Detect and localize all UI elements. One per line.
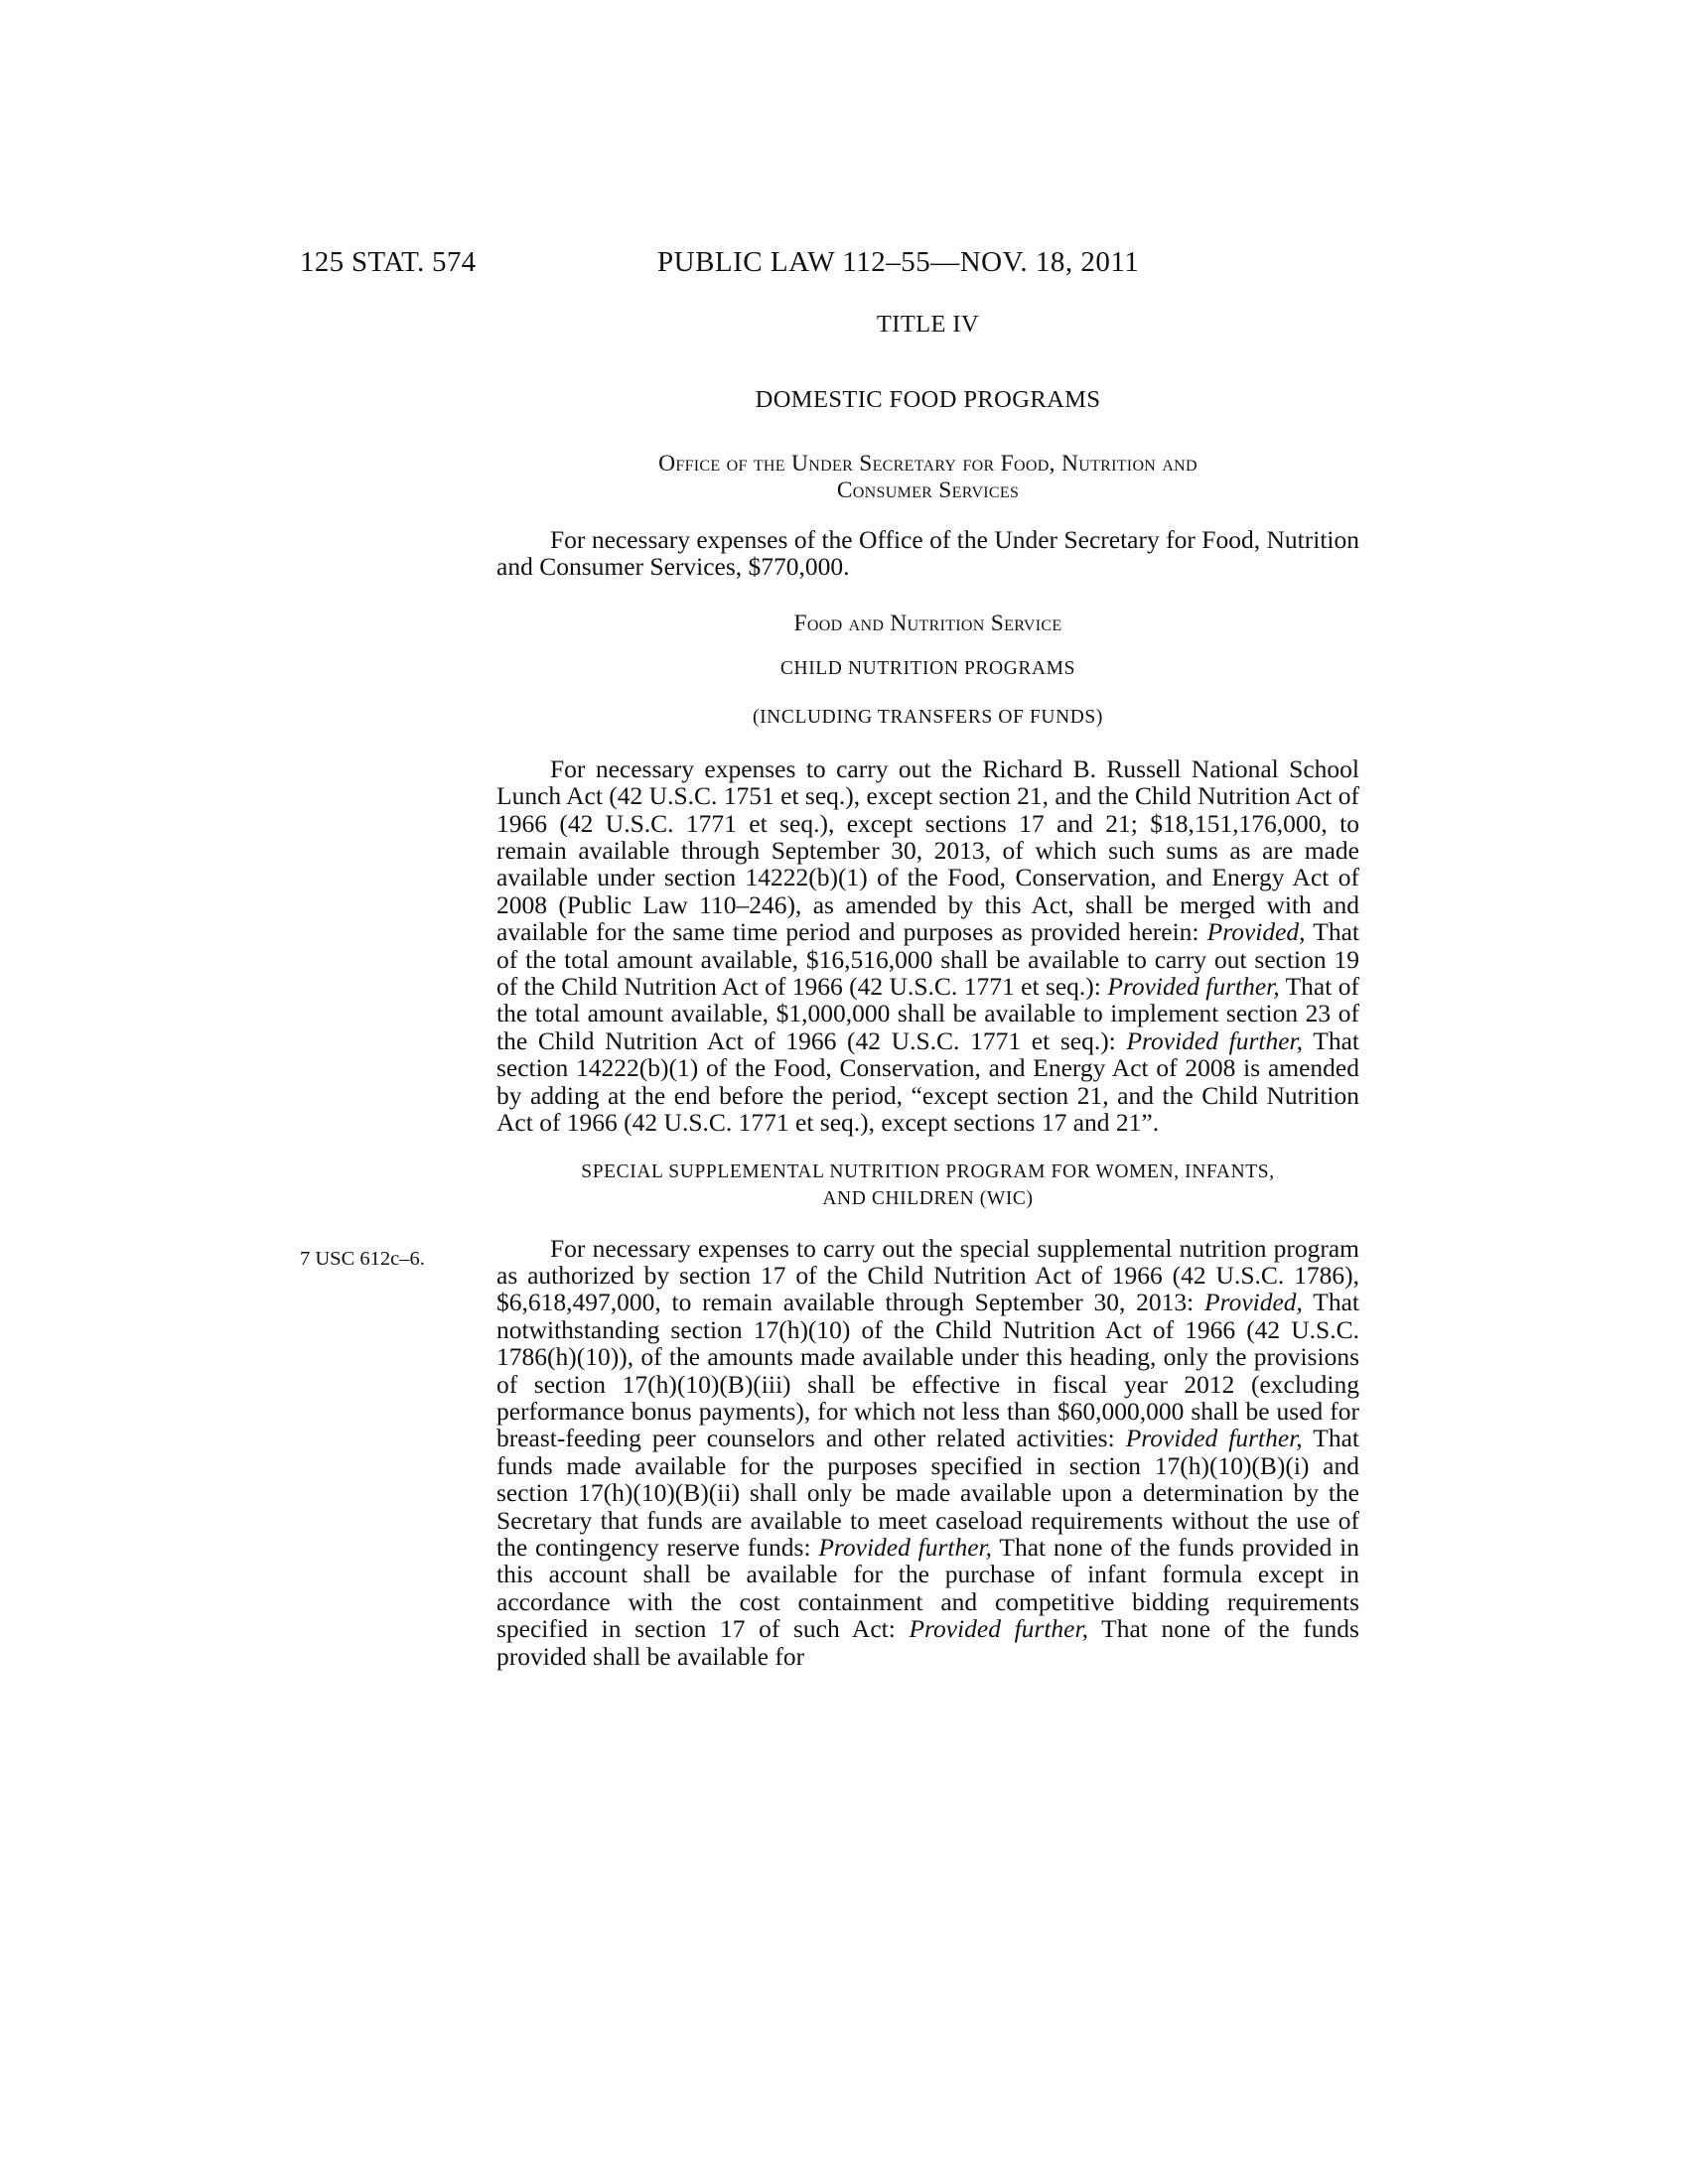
running-head: PUBLIC LAW 112–55—NOV. 18, 2011 xyxy=(657,246,1140,278)
proviso-text: Provided further, xyxy=(818,1532,993,1562)
margin-note: 7 USC 612c–6. xyxy=(300,1248,425,1270)
title-heading: TITLE IV xyxy=(876,311,980,338)
fns-heading: Food and Nutrition Service xyxy=(793,610,1062,636)
main-column xyxy=(496,310,1359,1670)
paragraph-text: That none of the funds provided in this account shall be available for the purchase of infant formula except in accordance with the cost containment and competitive bidding requirements specified in section 17 of such Act: xyxy=(496,1532,1359,1644)
domestic-food-programs-heading: DOMESTIC FOOD PROGRAMS xyxy=(755,386,1101,413)
proviso-text: Provided, xyxy=(1206,917,1306,947)
proviso-text: Provided further, xyxy=(909,1614,1088,1644)
proviso-text: Provided further, xyxy=(1125,1424,1303,1453)
office-heading-line-1: Office of the Under Secretary for Food, Nutrition and xyxy=(658,451,1197,477)
child-nutrition-heading: CHILD NUTRITION PROGRAMS xyxy=(779,657,1076,679)
statute-page-reference: 125 STAT. 574 xyxy=(300,246,477,278)
child-nutrition-paragraph xyxy=(496,755,1359,1137)
transfers-subheading: (INCLUDING TRANSFERS OF FUNDS) xyxy=(753,706,1103,728)
wic-paragraph xyxy=(496,1235,1359,1671)
paragraph-text: That funds made available for the purposes specified in section 17(h)(10)(B)(i) and section 17(h)(10)(B)(ii) shall only be made available upon a determination by the Secretary that funds are available to meet caseload requirements without the use of the contingency reserve funds: xyxy=(496,1424,1359,1562)
paragraph-text: That section 14222(b)(1) of the Food, Conservation, and Energy Act of 2008 is amended by adding at the end before the period, “except section 21, and the Child Nutrition Act of 1966 (42 U.S.C. 1771 et seq.), except sections 17 and 21”. xyxy=(496,1025,1359,1138)
office-heading-line-2: Consumer Services xyxy=(836,478,1020,503)
paragraph-text: That of the total amount available, $1,000,000 shall be available to implement section 23 of the Child Nutrition Act of 1966 (42 U.S.C. 1771 et seq.): xyxy=(496,972,1359,1055)
proviso-text: Provided further, xyxy=(1126,1025,1304,1055)
paragraph-text: For necessary expenses to carry out the special supplemental nutrition program as authorized by section 17 of the Child Nutrition Act of 1966 (42 U.S.C. 1786), $6,618,497,000, to remain available through September 30, 2013: xyxy=(496,1233,1359,1317)
paragraph-text: That none of the funds provided shall be available for xyxy=(496,1614,1359,1671)
paragraph-text: That notwithstanding section 17(h)(10) of the Child Nutrition Act of 1966 (42 U.S.C. 1786(h)(10)), of the amounts made available under this heading, only the provisions of section 17(h)(10)(B)(iii) shall be effective in fiscal year 2012 (excluding performance bonus payments), for which not less than $60,000,000 shall be used for breast-feeding peer counselors and other related activities: xyxy=(496,1288,1359,1453)
paragraph-text: For necessary expenses to carry out the Richard B. Russell National School Lunch Act (42 U.S.C. 1751 et seq.), except section 21, and the Child Nutrition Act of 1966 (42 U.S.C. 1771 et seq.), except sections 17 and 21; $18,151,176,000, to remain available through September 30, 2013, of which such sums as are made available under section 14222(b)(1) of the Food, Conservation, and Energy Act of 2008 (Public Law 110–246), as amended by this Act, shall be merged with and available for the same time period and purposes as provided herein: xyxy=(496,753,1359,947)
wic-heading-line-1: SPECIAL SUPPLEMENTAL NUTRITION PROGRAM FOR WOMEN, INFANTS, xyxy=(581,1160,1275,1182)
proviso-text: Provided further, xyxy=(1107,972,1280,1002)
paragraph-text: That of the total amount available, $16,516,000 shall be available to carry out section 19 of the Child Nutrition Act of 1966 (42 U.S.C. 1771 et seq.): xyxy=(496,917,1359,1002)
proviso-text: Provided, xyxy=(1204,1288,1303,1317)
office-paragraph: For necessary expenses of the Office of the Under Secretary for Food, Nutrition and Consumer Services, $770,000. xyxy=(496,525,1359,582)
wic-heading-line-2: AND CHILDREN (WIC) xyxy=(822,1187,1034,1209)
